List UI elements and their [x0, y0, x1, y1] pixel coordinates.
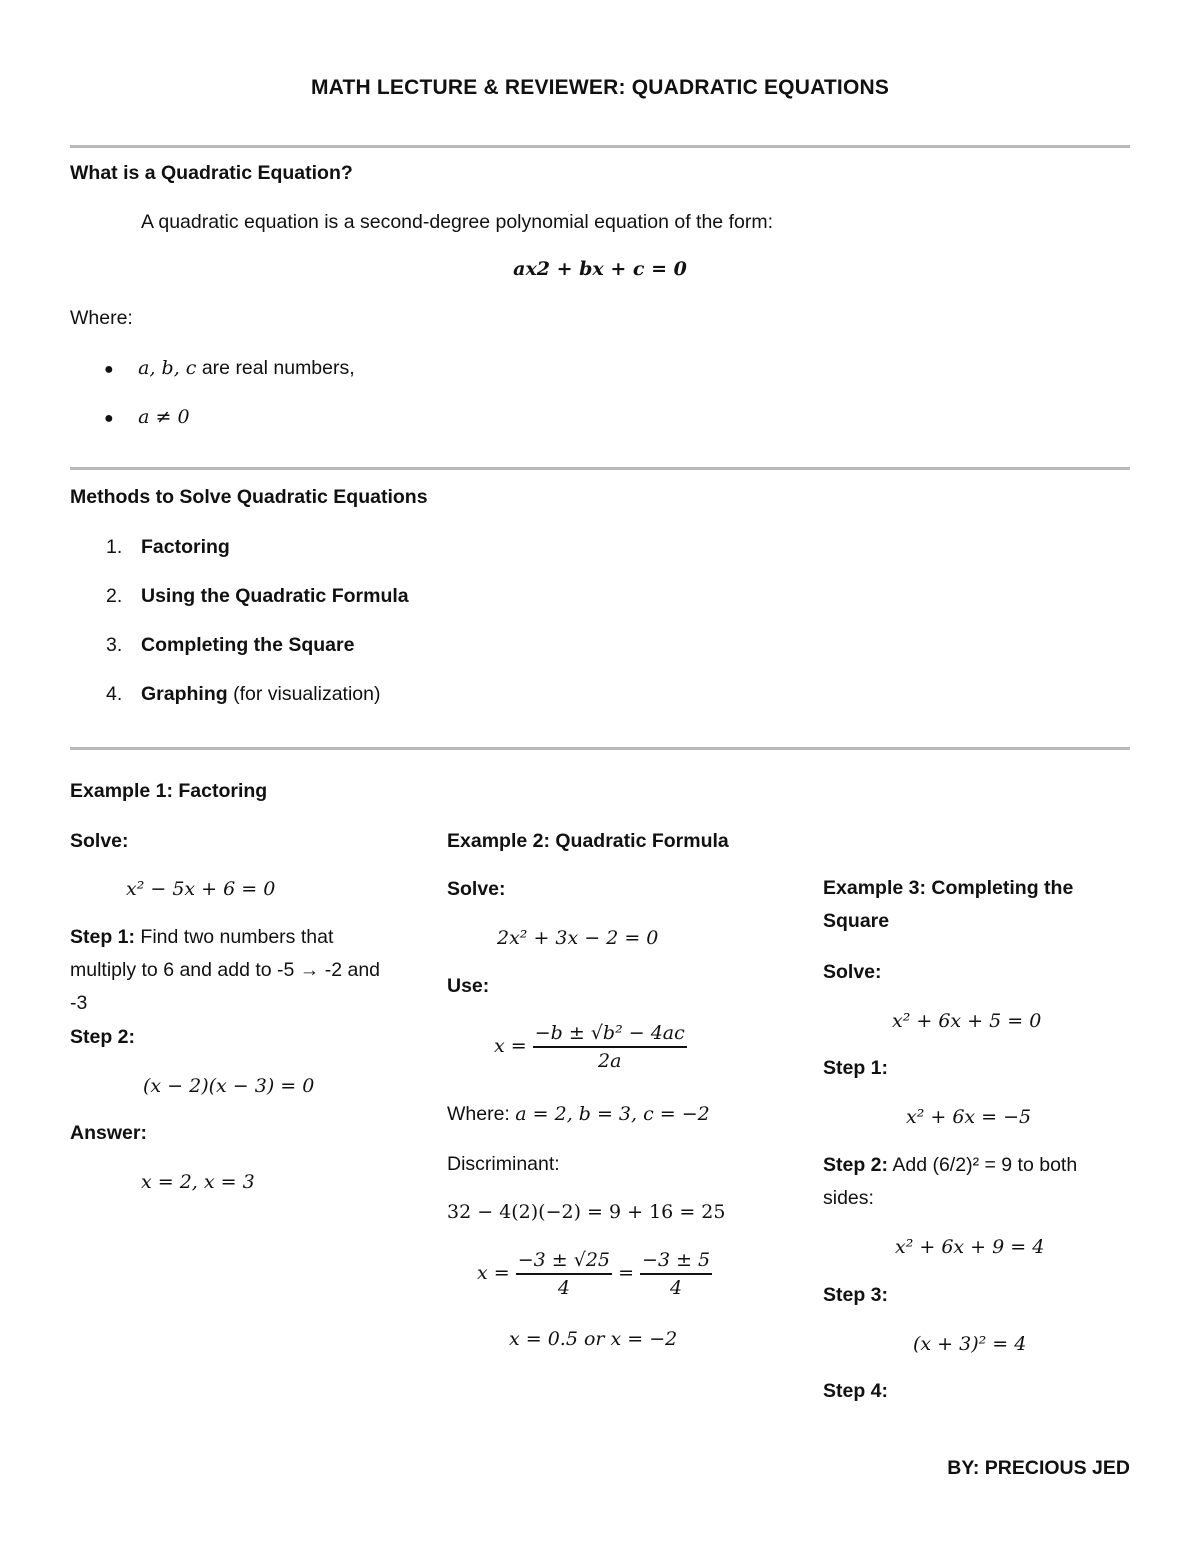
example3-step3-equation: (x + 3)² = 4	[913, 1333, 1027, 1355]
quadratic-formula	[494, 1022, 687, 1072]
bullet-list	[104, 357, 355, 429]
example3-equation: x² + 6x + 5 = 0	[892, 1010, 1042, 1032]
bullet-dot: ●	[104, 410, 114, 427]
method-label: Using the Quadratic Formula	[141, 585, 409, 607]
list-number: 2.	[106, 585, 123, 607]
divider	[70, 747, 1130, 750]
formula-lhs: x =	[494, 1035, 527, 1057]
example2-heading: Example 2: Quadratic Formula	[447, 830, 729, 852]
divider	[70, 145, 1130, 148]
example3-heading: Example 3: Completing the Square	[823, 877, 1074, 932]
general-form-formula: ax2 + bx + c = 0	[513, 258, 687, 280]
section-heading-methods: Methods to Solve Quadratic Equations	[70, 486, 428, 508]
divider	[70, 467, 1130, 470]
example1-equation: x² − 5x + 6 = 0	[126, 878, 276, 900]
formula-fraction	[533, 1022, 687, 1072]
step-text: Find two numbers that multiply to 6 and add to -5 → -2 and -3	[70, 926, 381, 1014]
fraction-numerator: −3 ± √25	[516, 1249, 612, 1275]
list-number: 1.	[106, 536, 123, 558]
equals-sign: =	[618, 1262, 634, 1284]
example2-use-label: Use:	[447, 975, 490, 997]
bullet-math: a ≠ 0	[138, 406, 190, 428]
solution-fraction-1	[516, 1249, 612, 1299]
formula-denominator: 2a	[598, 1050, 622, 1072]
example1-answer: x = 2, x = 3	[141, 1171, 255, 1193]
where-values: a = 2, b = 3, c = −2	[515, 1103, 710, 1125]
fraction-denominator: 4	[557, 1277, 570, 1299]
list-item	[106, 683, 409, 732]
example2-equation: 2x² + 3x − 2 = 0	[497, 927, 659, 949]
step-text: Add (6/2)² = 9 to both sides:	[823, 1154, 1078, 1209]
solution-fraction-2	[640, 1249, 712, 1299]
author-credit: BY: PRECIOUS JED	[947, 1457, 1130, 1479]
example3-step2-equation: x² + 6x + 9 = 4	[895, 1236, 1045, 1258]
example2-final-answer: x = 0.5 or x = −2	[509, 1328, 678, 1350]
discriminant-equation: 32 − 4(2)(−2) = 9 + 16 = 25	[447, 1201, 726, 1223]
list-number: 4.	[106, 683, 123, 705]
solution-fractions	[477, 1249, 712, 1299]
method-label: Factoring	[141, 536, 230, 558]
list-item	[106, 634, 409, 683]
section-heading-definition: What is a Quadratic Equation?	[70, 162, 353, 184]
formula-numerator: −b ± √b² − 4ac	[533, 1022, 687, 1048]
method-label: Graphing	[141, 683, 228, 705]
example1-heading: Example 1: Factoring	[70, 780, 268, 802]
list-item	[106, 536, 409, 585]
method-label: Completing the Square	[141, 634, 355, 656]
list-item	[106, 585, 409, 634]
where-label: Where:	[70, 307, 133, 329]
example1-step2-label: Step 2:	[70, 1026, 136, 1048]
bullet-math: a, b, c	[138, 357, 197, 379]
example1-answer-label: Answer:	[70, 1122, 147, 1144]
step-label: Step 1:	[70, 926, 136, 948]
example1-step2-equation: (x − 2)(x − 3) = 0	[143, 1075, 315, 1097]
solution-lhs: x =	[477, 1262, 510, 1284]
example3-solve-label: Solve:	[823, 961, 882, 983]
example3-step3-label: Step 3:	[823, 1284, 889, 1306]
example1-solve-label: Solve:	[70, 830, 129, 852]
discriminant-label: Discriminant:	[447, 1153, 560, 1175]
example1-step1	[70, 921, 400, 1020]
example3-step4-label: Step 4:	[823, 1380, 889, 1402]
example2-solve-label: Solve:	[447, 878, 506, 900]
definition-intro: A quadratic equation is a second-degree polynomial equation of the form:	[141, 211, 773, 233]
example3-step1-label: Step 1:	[823, 1057, 889, 1079]
page-title: MATH LECTURE & REVIEWER: QUADRATIC EQUATIONS	[310, 76, 890, 99]
where-label: Where:	[447, 1103, 516, 1125]
list-item	[104, 357, 355, 406]
bullet-dot: ●	[104, 361, 114, 378]
fraction-numerator: −3 ± 5	[640, 1249, 712, 1275]
list-number: 3.	[106, 634, 123, 656]
fraction-denominator: 4	[670, 1277, 683, 1299]
step-label: Step 2:	[823, 1154, 889, 1176]
methods-list	[106, 536, 409, 732]
example3-step1-equation: x² + 6x = −5	[906, 1106, 1032, 1128]
bullet-text: are real numbers,	[196, 357, 355, 379]
example2-where	[447, 1103, 710, 1126]
list-item	[104, 406, 355, 429]
example3-step2	[823, 1149, 1123, 1215]
method-note: (for visualization)	[227, 683, 381, 705]
